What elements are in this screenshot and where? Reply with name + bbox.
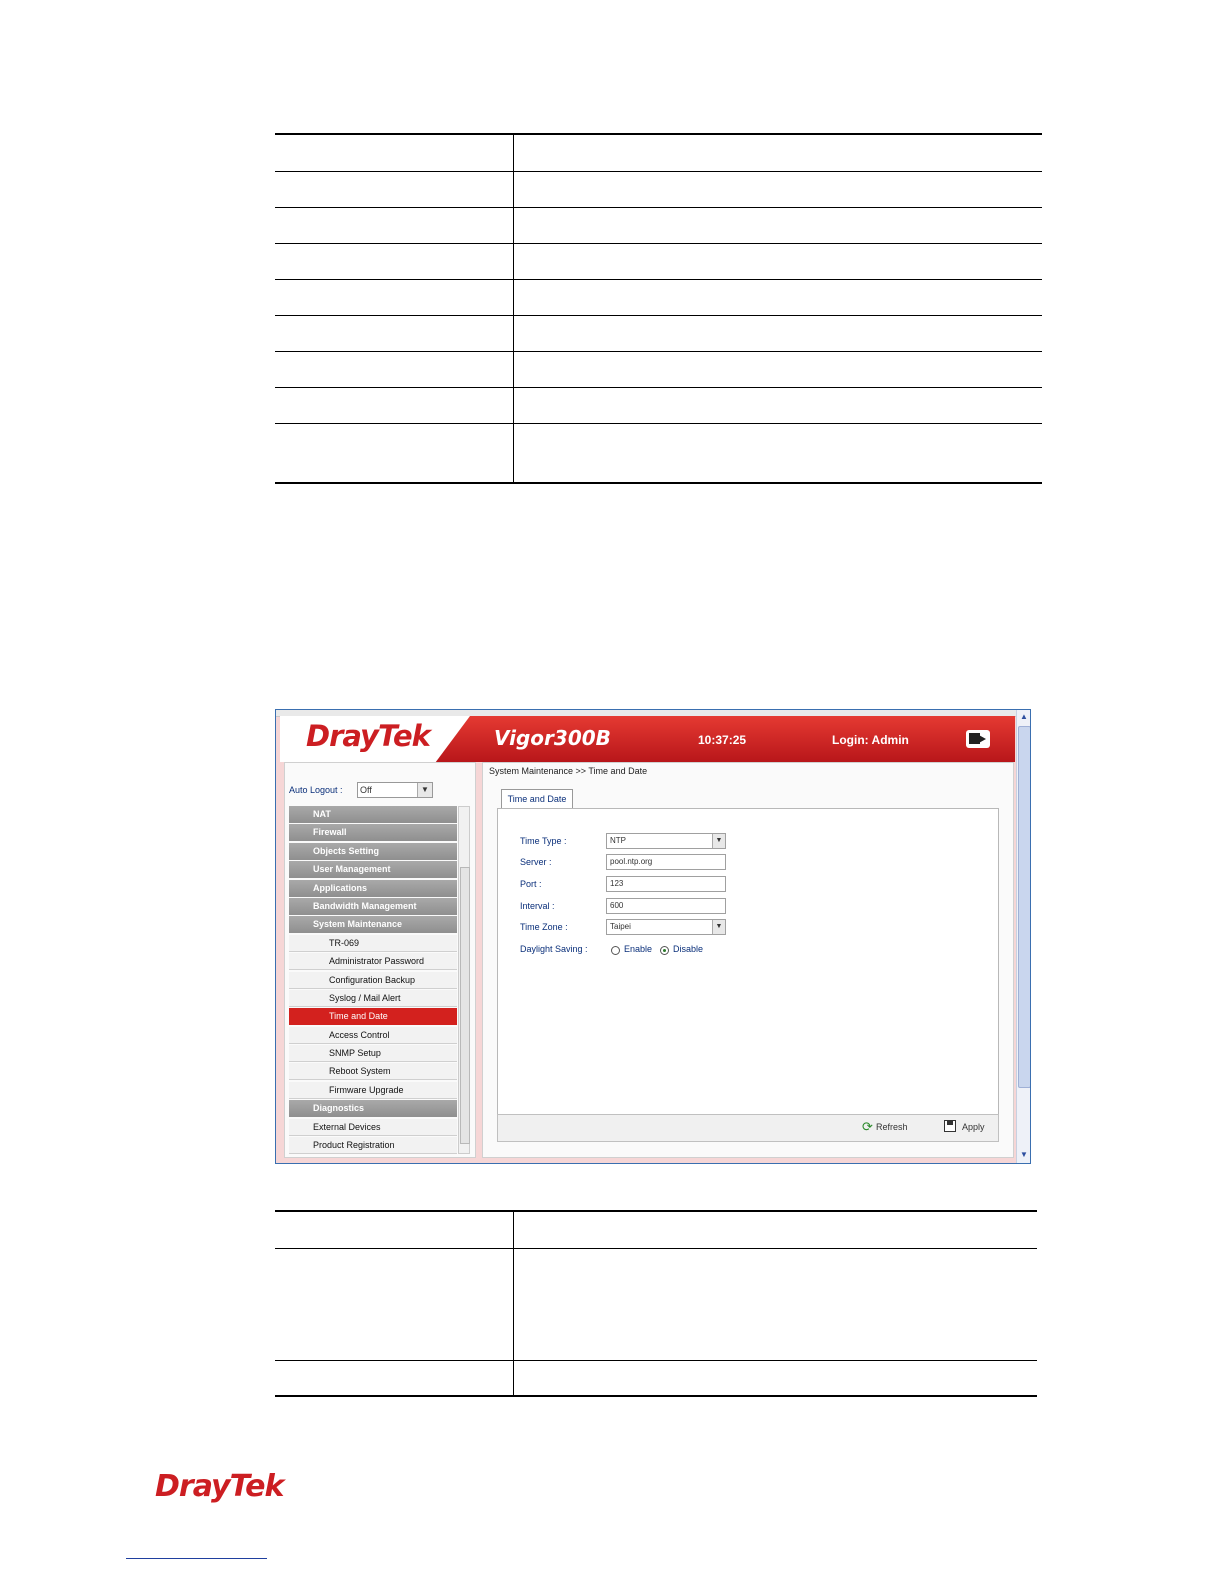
menu-list (289, 806, 457, 1155)
sidebar-item-applications[interactable]: Applications (289, 880, 457, 897)
table-cell (275, 315, 514, 351)
table-cell (275, 1211, 514, 1248)
server-input[interactable]: pool.ntp.org (606, 854, 726, 870)
main-panel (482, 762, 1014, 1158)
action-bar (497, 1114, 999, 1142)
daylight-disable-radio[interactable] (660, 946, 669, 955)
sidebar-item-firmware-upgrade[interactable]: Firmware Upgrade (289, 1082, 457, 1099)
menu-scrollbar[interactable] (458, 806, 470, 1154)
sidebar-item-nat[interactable]: NAT (289, 806, 457, 823)
time-zone-select[interactable] (606, 919, 726, 935)
time-type-label: Time Type : (520, 836, 567, 846)
table-cell (275, 243, 514, 279)
table-cell (514, 1248, 1038, 1360)
time-zone-label: Time Zone : (520, 922, 568, 932)
table-cell (514, 207, 1043, 243)
daylight-disable-label: Disable (673, 944, 704, 954)
table-cell (275, 171, 514, 207)
daylight-enable-label: Enable (624, 944, 653, 954)
logout-icon[interactable] (966, 730, 990, 748)
table-cell (514, 387, 1043, 423)
save-icon[interactable] (944, 1120, 956, 1132)
sidebar-item-bandwidth-management[interactable]: Bandwidth Management (289, 898, 457, 915)
sidebar-item-objects-setting[interactable]: Objects Setting (289, 843, 457, 860)
time-type-value: NTP (610, 836, 626, 845)
table-cell (514, 134, 1043, 171)
scroll-up-icon[interactable]: ▲ (1020, 712, 1028, 721)
sidebar-item-time-and-date[interactable]: Time and Date (289, 1008, 457, 1025)
server-label: Server : (520, 857, 552, 867)
port-label: Port : (520, 879, 542, 889)
sidebar-item-reboot-system[interactable]: Reboot System (289, 1063, 457, 1080)
table-cell (514, 243, 1043, 279)
table-cell (514, 423, 1043, 483)
sidebar-item-access-control[interactable]: Access Control (289, 1027, 457, 1044)
table-cell (514, 171, 1043, 207)
footer-draytek-logo: DrayTek (155, 1469, 284, 1504)
table-cell (275, 423, 514, 483)
time-date-form (497, 808, 999, 1115)
breadcrumb: System Maintenance >> Time and Date (489, 766, 648, 776)
table-cell (514, 1211, 1038, 1248)
time-zone-value: Taipei (610, 922, 631, 931)
tab-time-and-date[interactable]: Time and Date (501, 789, 573, 809)
table-cell (275, 279, 514, 315)
apply-button[interactable]: Apply (962, 1122, 985, 1132)
footer-rule (126, 1558, 267, 1559)
table-cell (275, 351, 514, 387)
sidebar-item-tr069[interactable]: TR-069 (289, 935, 457, 952)
sidebar-item-diagnostics[interactable]: Diagnostics (289, 1100, 457, 1117)
sidebar-item-syslog-mail-alert[interactable]: Syslog / Mail Alert (289, 990, 457, 1007)
time-type-select[interactable] (606, 833, 726, 849)
auto-logout-label: Auto Logout : (289, 785, 343, 795)
sidebar-item-external-devices[interactable]: External Devices (289, 1119, 457, 1136)
daylight-enable-radio[interactable] (611, 946, 620, 955)
auto-logout-value: Off (360, 785, 372, 795)
refresh-button[interactable]: Refresh (876, 1122, 908, 1132)
sidebar-item-system-maintenance[interactable]: System Maintenance (289, 916, 457, 933)
table-cell (275, 1360, 514, 1396)
router-screenshot (275, 709, 1031, 1164)
model-name: Vigor300B (494, 726, 611, 750)
menu-scrollbar-thumb[interactable] (460, 867, 470, 1144)
top-table (275, 133, 1042, 484)
table-cell (514, 351, 1043, 387)
chevron-down-icon[interactable]: ▼ (417, 783, 432, 797)
sidebar-item-firewall[interactable]: Firewall (289, 824, 457, 841)
table-cell (275, 134, 514, 171)
sidebar (284, 762, 476, 1158)
table-cell (275, 207, 514, 243)
table-cell (275, 1248, 514, 1360)
sidebar-item-user-management[interactable]: User Management (289, 861, 457, 878)
daylight-saving-label: Daylight Saving : (520, 944, 588, 954)
login-status: Login: Admin (832, 733, 909, 747)
scroll-down-icon[interactable]: ▼ (1020, 1150, 1028, 1159)
clock: 10:37:25 (698, 733, 747, 747)
table-cell (514, 1360, 1038, 1396)
auto-logout-select[interactable] (357, 782, 433, 798)
interval-input[interactable]: 600 (606, 898, 726, 914)
port-input[interactable]: 123 (606, 876, 726, 892)
page-scrollbar[interactable] (1016, 710, 1031, 1163)
scrollbar-thumb[interactable] (1018, 726, 1031, 1088)
sidebar-item-snmp-setup[interactable]: SNMP Setup (289, 1045, 457, 1062)
bottom-table (275, 1210, 1037, 1397)
sidebar-item-product-registration[interactable]: Product Registration (289, 1137, 457, 1154)
table-cell (514, 279, 1043, 315)
sidebar-item-configuration-backup[interactable]: Configuration Backup (289, 972, 457, 989)
draytek-logo: DrayTek (306, 719, 430, 753)
interval-label: Interval : (520, 901, 555, 911)
router-header (280, 716, 1015, 762)
chevron-down-icon[interactable]: ▼ (712, 920, 725, 934)
refresh-icon[interactable]: ⟳ (862, 1119, 873, 1134)
table-cell (275, 387, 514, 423)
sidebar-item-administrator-password[interactable]: Administrator Password (289, 953, 457, 970)
chevron-down-icon[interactable]: ▼ (712, 834, 725, 848)
table-cell (514, 315, 1043, 351)
